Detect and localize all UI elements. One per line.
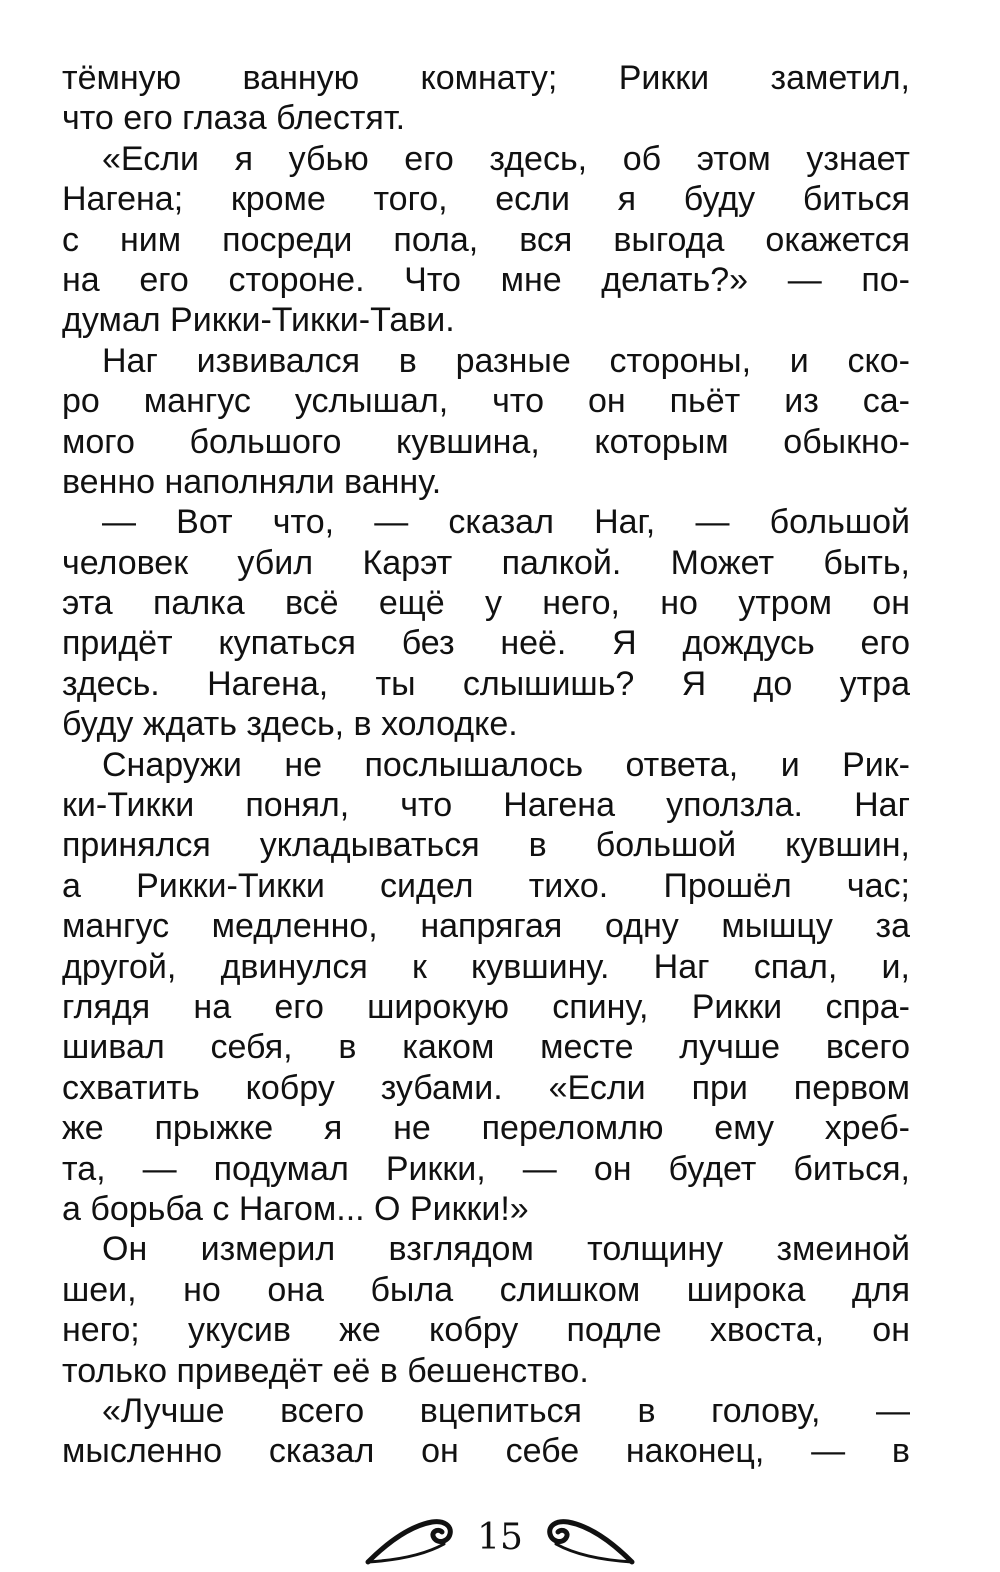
text-line: Он измерил взглядом толщину змеиной: [102, 1230, 910, 1269]
text-line: Наг извивался в разные стороны, и ско-: [102, 341, 910, 380]
text-line: мого большого кувшина, которым обыкно-: [62, 422, 910, 461]
text-line: мысленно сказал он себе наконец, — в: [62, 1432, 910, 1471]
text-line: же прыжке я не переломлю ему хреб-: [62, 1109, 910, 1148]
text-line: на его стороне. Что мне делать?» — по-: [62, 260, 910, 299]
text-line: ки-Тикки понял, что Нагена уползла. Наг: [62, 786, 910, 825]
text-line: здесь. Нагена, ты слышишь? Я до утра: [62, 664, 910, 703]
text-line: него; укусив же кобру подле хвоста, он: [62, 1311, 910, 1350]
text-line: буду ждать здесь, в холодке.: [62, 705, 518, 744]
text-line: — Вот что, — сказал Наг, — большой: [102, 503, 910, 542]
text-line: принялся укладываться в большой кувшин,: [62, 826, 910, 865]
text-line: шивал себя, в каком месте лучше всего: [62, 1028, 910, 1067]
text-line: а борьба с Нагом... О Рикки!»: [62, 1189, 529, 1228]
text-line: тёмную ванную комнату; Рикки заметил,: [62, 59, 910, 97]
text-line: придёт купаться без неё. Я дождусь его: [62, 624, 910, 663]
page-footer: [0, 1508, 1000, 1568]
text-line: что его глаза блестят.: [62, 99, 406, 138]
text-line: а Рикки-Тикки сидел тихо. Прошёл час;: [62, 866, 910, 905]
text-line: та, — подумал Рикки, — он будет биться,: [62, 1149, 910, 1188]
text-line: шеи, но она была слишком широка для: [62, 1270, 910, 1309]
text-line: Снаружи не послышалось ответа, и Рик-: [102, 745, 910, 784]
text-line: с ним посреди пола, вся выгода окажется: [62, 220, 910, 259]
page-number: 15: [477, 1517, 523, 1558]
text-line: человек убил Карэт палкой. Может быть,: [62, 543, 910, 582]
text-line: только приведёт её в бешенство.: [62, 1351, 589, 1390]
text-line: «Если я убью его здесь, об этом узнает: [102, 139, 910, 178]
text-line: схватить кобру зубами. «Если при первом: [62, 1068, 910, 1107]
text-line: ро мангус услышал, что он пьёт из са-: [62, 382, 910, 421]
text-line: глядя на его широкую спину, Рикки спра-: [62, 987, 910, 1026]
text-line: эта палка всё ещё у него, но утром он: [62, 584, 910, 623]
page-text: [62, 58, 910, 1472]
text-line: другой, двинулся к кувшину. Наг спал, и,: [62, 947, 910, 986]
text-line: думал Рикки-Тикки-Тави.: [62, 301, 455, 340]
text-line: Нагена; кроме того, если я буду биться: [62, 180, 910, 219]
text-line: мангус медленно, напрягая одну мышцу за: [62, 907, 910, 946]
text-line: «Лучше всего вцепиться в голову, —: [102, 1391, 910, 1430]
text-line: венно наполняли ванну.: [62, 462, 442, 501]
